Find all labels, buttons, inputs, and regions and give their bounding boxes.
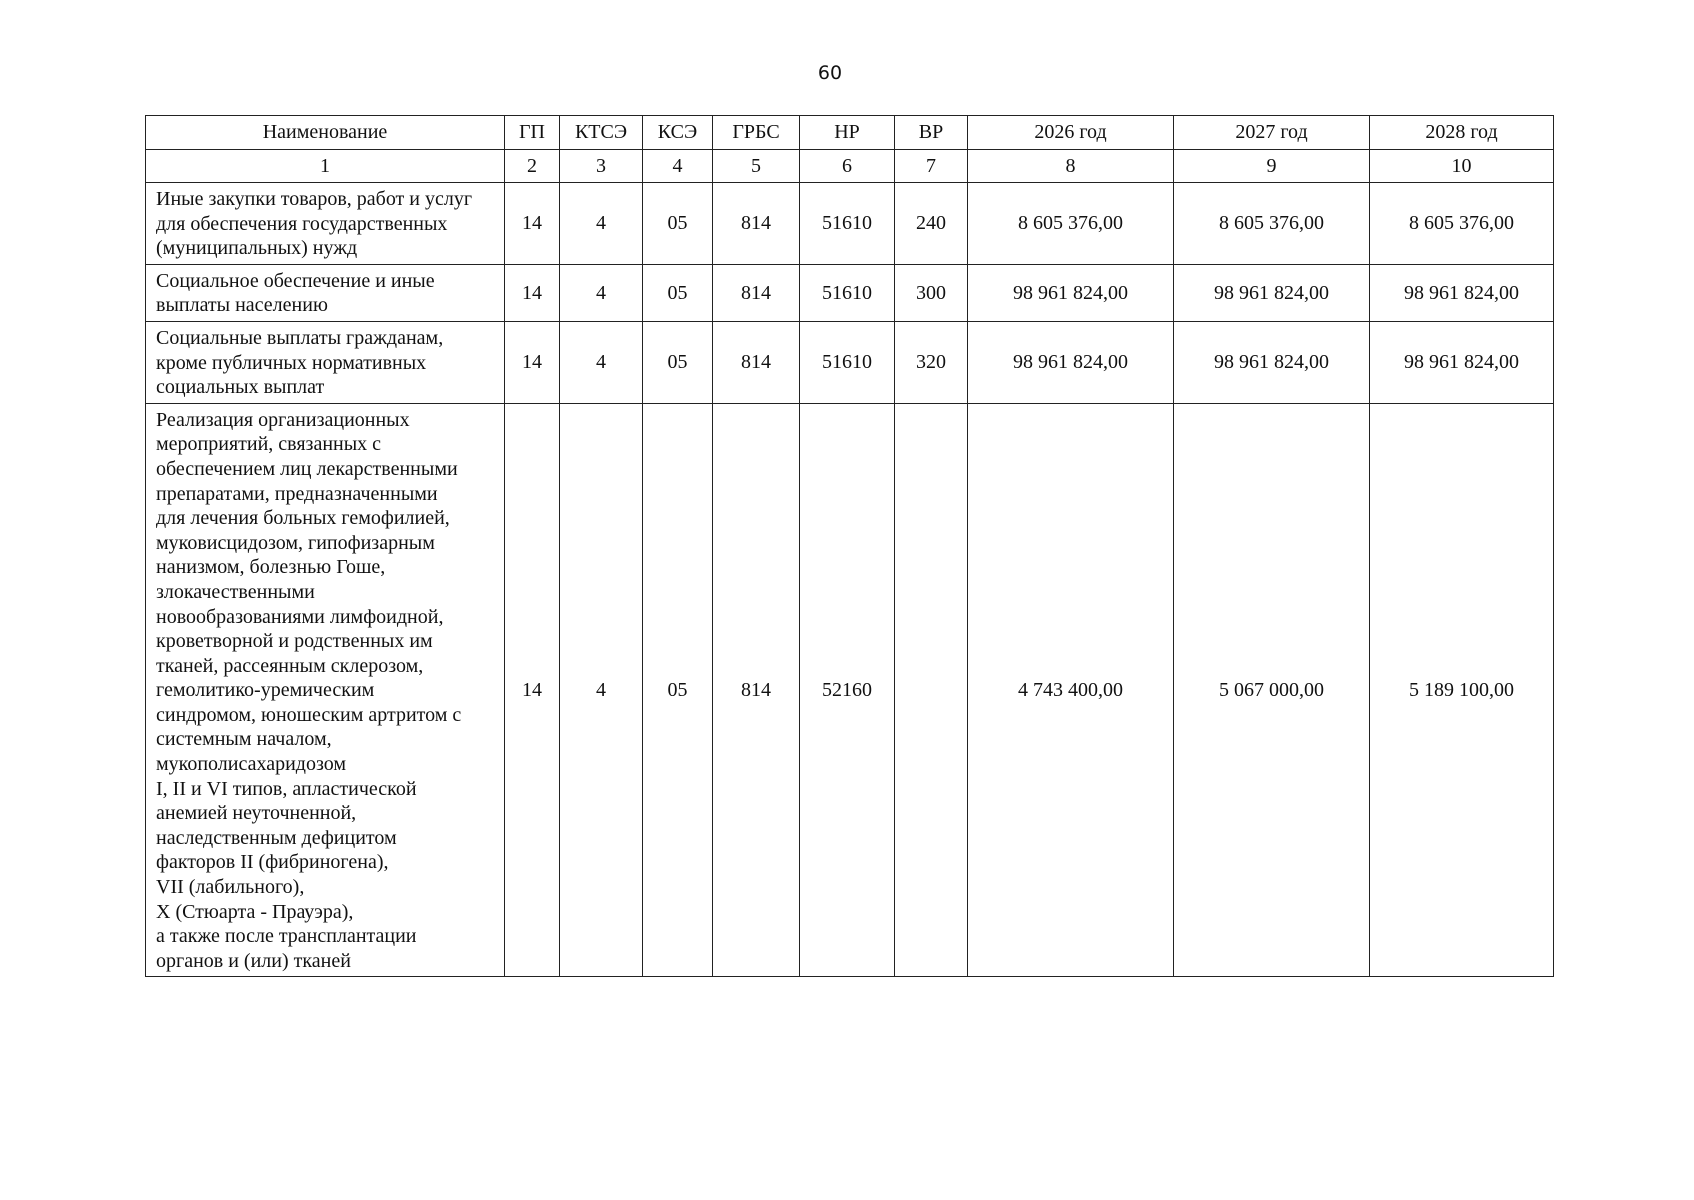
- name-line: злокачественными: [156, 580, 315, 603]
- amount-2028-cell: 5 189 100,00: [1370, 403, 1554, 977]
- name-line: обеспечением лиц лекарственными: [156, 457, 458, 480]
- table-row: [146, 183, 1554, 265]
- row-name-cell: Иные закупки товаров, работ и услуг для обеспечения государственных (муниципальных) нужд: [146, 183, 505, 265]
- amount-2027-cell: 5 067 000,00: [1174, 403, 1370, 977]
- name-line: I, II и VI типов, апластической: [156, 777, 417, 800]
- name-line: VII (лабильного),: [156, 876, 305, 899]
- amount-2026-cell: 8 605 376,00: [968, 183, 1174, 265]
- column-number-cell: 5: [713, 150, 800, 183]
- grbs-cell: 814: [713, 183, 800, 265]
- amount-2027-cell: 8 605 376,00: [1174, 183, 1370, 265]
- gp-cell: 14: [505, 183, 560, 265]
- ktse-cell: 4: [560, 403, 643, 977]
- name-line: наследственным дефицитом: [156, 826, 397, 849]
- name-line: мероприятий, связанных с: [156, 433, 382, 456]
- column-number-cell: 4: [643, 150, 713, 183]
- grbs-cell: 814: [713, 264, 800, 321]
- row-name-cell: Социальные выплаты гражданам, кроме публичных нормативных социальных выплат: [146, 321, 505, 403]
- vr-cell: 320: [895, 321, 968, 403]
- kse-cell: 05: [643, 264, 713, 321]
- header-cell: КТСЭ: [560, 116, 643, 150]
- budget-table: [145, 115, 1554, 977]
- name-line: синдромом, юношеским артритом с: [156, 703, 462, 726]
- name-line: нанизмом, болезнью Гоше,: [156, 556, 386, 579]
- grbs-cell: 814: [713, 403, 800, 977]
- ktse-cell: 4: [560, 183, 643, 265]
- page-number: 60: [817, 62, 843, 84]
- ktse-cell: 4: [560, 321, 643, 403]
- name-line: для лечения больных гемофилией,: [156, 507, 450, 530]
- table-row: [146, 264, 1554, 321]
- table-row: [146, 403, 1554, 977]
- row-name-cell: Социальное обеспечение и иные выплаты населению: [146, 264, 505, 321]
- name-line: препаратами, предназначенными: [156, 482, 438, 505]
- nr-cell: 52160: [800, 403, 895, 977]
- name-line: органов и (или) тканей: [156, 949, 351, 972]
- name-line: анемией неуточненной,: [156, 802, 357, 825]
- column-number-cell: 2: [505, 150, 560, 183]
- name-line: а также после трансплантации: [156, 925, 417, 948]
- gp-cell: 14: [505, 403, 560, 977]
- table-row: [146, 321, 1554, 403]
- vr-cell: 300: [895, 264, 968, 321]
- column-number-cell: 1: [146, 150, 505, 183]
- name-line: новообразованиями лимфоидной,: [156, 605, 444, 628]
- column-number-cell: 8: [968, 150, 1174, 183]
- nr-cell: 51610: [800, 264, 895, 321]
- header-cell: КСЭ: [643, 116, 713, 150]
- vr-cell: 240: [895, 183, 968, 265]
- amount-2028-cell: 98 961 824,00: [1370, 321, 1554, 403]
- amount-2028-cell: 98 961 824,00: [1370, 264, 1554, 321]
- header-cell: 2028 год: [1370, 116, 1554, 150]
- header-cell: ГРБС: [713, 116, 800, 150]
- column-number-row: [146, 150, 1554, 183]
- kse-cell: 05: [643, 321, 713, 403]
- column-number-cell: 6: [800, 150, 895, 183]
- kse-cell: 05: [643, 403, 713, 977]
- vr-cell: [895, 403, 968, 977]
- amount-2027-cell: 98 961 824,00: [1174, 264, 1370, 321]
- header-cell: 2026 год: [968, 116, 1174, 150]
- column-number-cell: 10: [1370, 150, 1554, 183]
- gp-cell: 14: [505, 264, 560, 321]
- amount-2026-cell: 98 961 824,00: [968, 264, 1174, 321]
- ktse-cell: 4: [560, 264, 643, 321]
- name-line: мукополисахаридозом: [156, 753, 347, 776]
- table-header-row: [146, 116, 1554, 150]
- name-line: факторов II (фибриногена),: [156, 851, 389, 874]
- amount-2028-cell: 8 605 376,00: [1370, 183, 1554, 265]
- grbs-cell: 814: [713, 321, 800, 403]
- name-line: тканей, рассеянным склерозом,: [156, 654, 424, 677]
- column-number-cell: 7: [895, 150, 968, 183]
- name-line: кроветворной и родственных им: [156, 630, 433, 653]
- gp-cell: 14: [505, 321, 560, 403]
- amount-2027-cell: 98 961 824,00: [1174, 321, 1370, 403]
- name-line: системным началом,: [156, 728, 332, 751]
- header-cell: НР: [800, 116, 895, 150]
- name-line: гемолитико-уремическим: [156, 679, 375, 702]
- amount-2026-cell: 4 743 400,00: [968, 403, 1174, 977]
- nr-cell: 51610: [800, 321, 895, 403]
- name-line: Реализация организационных: [156, 408, 410, 431]
- column-number-cell: 9: [1174, 150, 1370, 183]
- header-cell: Наименование: [146, 116, 505, 150]
- nr-cell: 51610: [800, 183, 895, 265]
- column-number-cell: 3: [560, 150, 643, 183]
- row-name-cell: [146, 403, 505, 977]
- header-cell: ВР: [895, 116, 968, 150]
- header-cell: ГП: [505, 116, 560, 150]
- kse-cell: 05: [643, 183, 713, 265]
- header-cell: 2027 год: [1174, 116, 1370, 150]
- name-line: муковисцидозом, гипофизарным: [156, 531, 435, 554]
- name-line: X (Стюарта - Прауэра),: [156, 900, 354, 923]
- amount-2026-cell: 98 961 824,00: [968, 321, 1174, 403]
